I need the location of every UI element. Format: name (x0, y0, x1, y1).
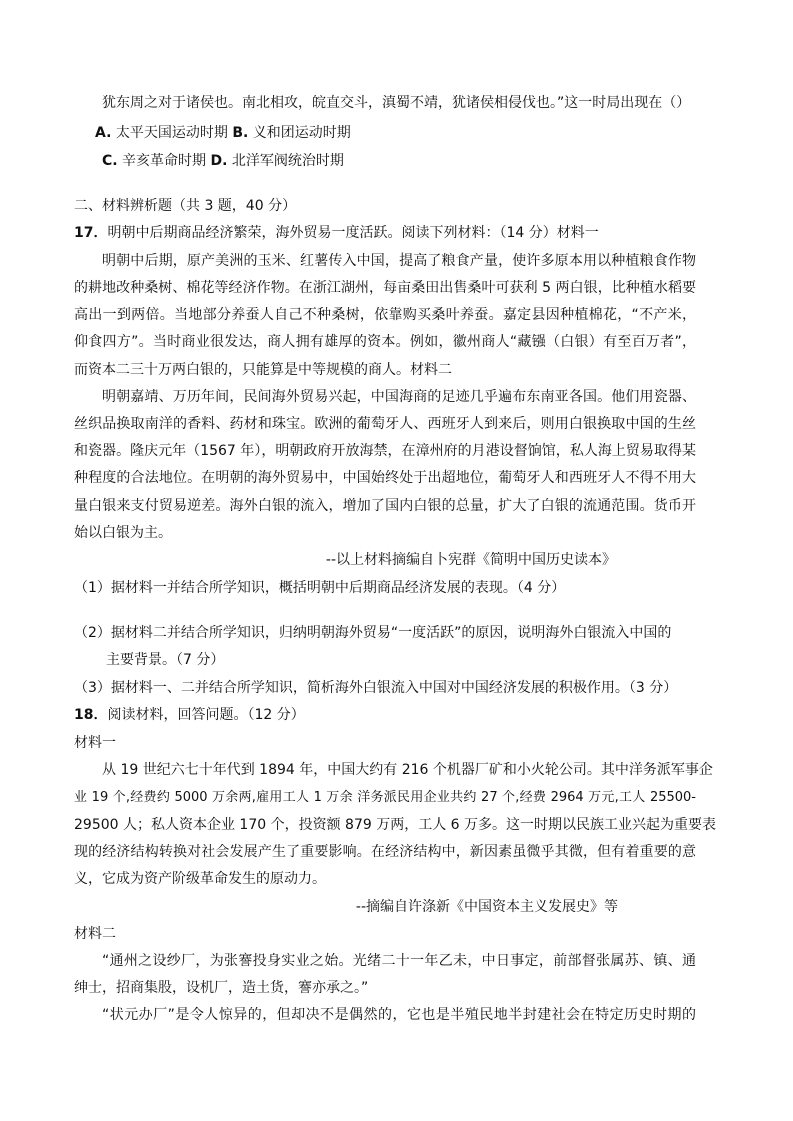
option-a-text: 太平天国运动时期 (111, 125, 233, 141)
option-a-letter: A. (95, 125, 112, 141)
option-c-text: 辛亥革命时期 (117, 153, 211, 169)
q17-intro (74, 223, 599, 243)
q17-m2-line: 种程度的合法地位。在明朝的海外贸易中，中国始终处于出超地位，葡萄牙人和西班牙人不得不用大 (74, 470, 696, 486)
q17-subquestion-2: （2）据材料二并结合所学知识，归纳明朝海外贸易“一度活跃”的原因，说明海外白银流入中国的 (74, 625, 672, 641)
q18-m1-line: 义，它成为资产阶级革命发生的原动力。 (74, 871, 326, 887)
q18-m2-line: “状元办厂”是令人惊异的，但却决不是偶然的，它也是半殖民地半封建社会在特定历史时期的 (102, 1007, 696, 1023)
q17-subquestion-2-cont: 主要背景。（7 分） (106, 652, 225, 668)
option-c-letter: C. (102, 153, 118, 169)
q18-intro (74, 705, 305, 725)
q17-m2-line: 明朝嘉靖、万历年间，民间海外贸易兴起，中国海商的足迹几乎遍布东南亚各国。他们用瓷器、 (102, 389, 696, 405)
q18-m2-line: 绅士，招商集股，设机厂，造土货，謇亦承之。” (74, 980, 369, 996)
q17-source: --以上材料摘编自卜宪群《简明中国历史读本》 (325, 552, 616, 568)
q18-source: --摘编自许涤新《中国资本主义发展史》等 (355, 899, 618, 915)
option-b-text: 义和团运动时期 (248, 125, 351, 141)
q17-intro-text: 明朝中后期商品经济繁荣，海外贸易一度活跃。阅读下列材料：（14 分）材料一 (107, 225, 599, 241)
q18-number: 18． (74, 707, 108, 723)
q17-m2-line: 量白银来支付贸易逆差。海外白银的流入，增加了国内白银的总量，扩大了白银的流通范围。货币开 (74, 498, 696, 514)
q18-material-1-label: 材料一 (74, 735, 116, 751)
q18-intro-text: 阅读材料，回答问题。（12 分） (107, 707, 305, 723)
q18-m1-line: 业 19 个,经费约 5000 万余两,雇用工人 1 万余 洋务派民用企业共约 27 个,经费 2964 万元,工人 25500- (74, 790, 696, 805)
q17-subquestion-1: （1）据材料一并结合所学知识，概括明朝中后期商品经济发展的表现。（4 分） (74, 580, 566, 596)
q16-options-cd (102, 151, 344, 171)
q17-subquestion-3: （3）据材料一、二并结合所学知识，简析海外白银流入中国对中国经济发展的积极作用。（3 分） (74, 680, 678, 696)
q17-m1-line: 的耕地改种桑树、棉花等经济作物。在浙江湖州，每亩桑田出售桑叶可获利 5 两白银，比种植水稻要 (74, 280, 696, 296)
q18-m1-line: 从 19 世纪六七十年代到 1894 年，中国大约有 216 个机器厂矿和小火轮公司。其中洋务派军事企 (102, 762, 713, 778)
q16-options-ab (95, 123, 351, 143)
q17-m1-line: 明朝中后期，原产美洲的玉米、红薯传入中国，提高了粮食产量，使许多原本用以种植粮食作物 (102, 253, 696, 269)
q17-m2-line: 和瓷器。隆庆元年（1567 年），明朝政府开放海禁，在漳州府的月港设督饷馆，私人海上贸易取得某 (74, 443, 696, 459)
q16-stem-tail: 犹东周之对于诸侯也。南北相攻，皖直交斗，滇蜀不靖，犹诸侯相侵伐也。”这一时局出现在（） (102, 95, 691, 111)
q17-m2-line: 始以白银为主。 (74, 525, 172, 541)
q18-material-2-label: 材料二 (74, 926, 116, 942)
option-b-letter: B. (232, 125, 249, 141)
q18-m1-line: 现的经济结构转换对社会发展产生了重要影响。在经济结构中，新因素虽微乎其微，但有着重要的意 (74, 844, 696, 860)
q17-number: 17． (74, 225, 108, 241)
q17-m2-line: 丝织品换取南洋的香料、药材和珠宝。欧洲的葡萄牙人、西班牙人到来后，则用白银换取中国的生丝 (74, 416, 696, 432)
option-d-letter: D. (210, 153, 228, 169)
q18-m2-line: “通州之设纱厂，为张謇投身实业之始。光绪二十一年乙未，中日事定，前部督张属苏、镇、通 (102, 953, 696, 969)
q17-m1-line: 而资本二三十万两白银的，只能算是中等规模的商人。材料二 (74, 362, 452, 378)
q17-m1-line: 仰食四方”。当时商业很发达，商人拥有雄厚的资本。例如，徽州商人“藏镪（白银）有至百万者”， (74, 334, 696, 350)
q18-m1-line: 29500 人；私人资本企业 170 个，投资额 879 万两，工人 6 万多。这一时期以民族工业兴起为重要表 (74, 817, 717, 833)
section-title: 二、材料辨析题（共 3 题，40 分） (74, 198, 297, 214)
option-d-text: 北洋军阀统治时期 (227, 153, 344, 169)
q17-m1-line: 高出一到两倍。当地部分养蚕人自己不种桑树，依靠购买桑叶养蚕。嘉定县因种植棉花，“不产米， (74, 307, 696, 323)
